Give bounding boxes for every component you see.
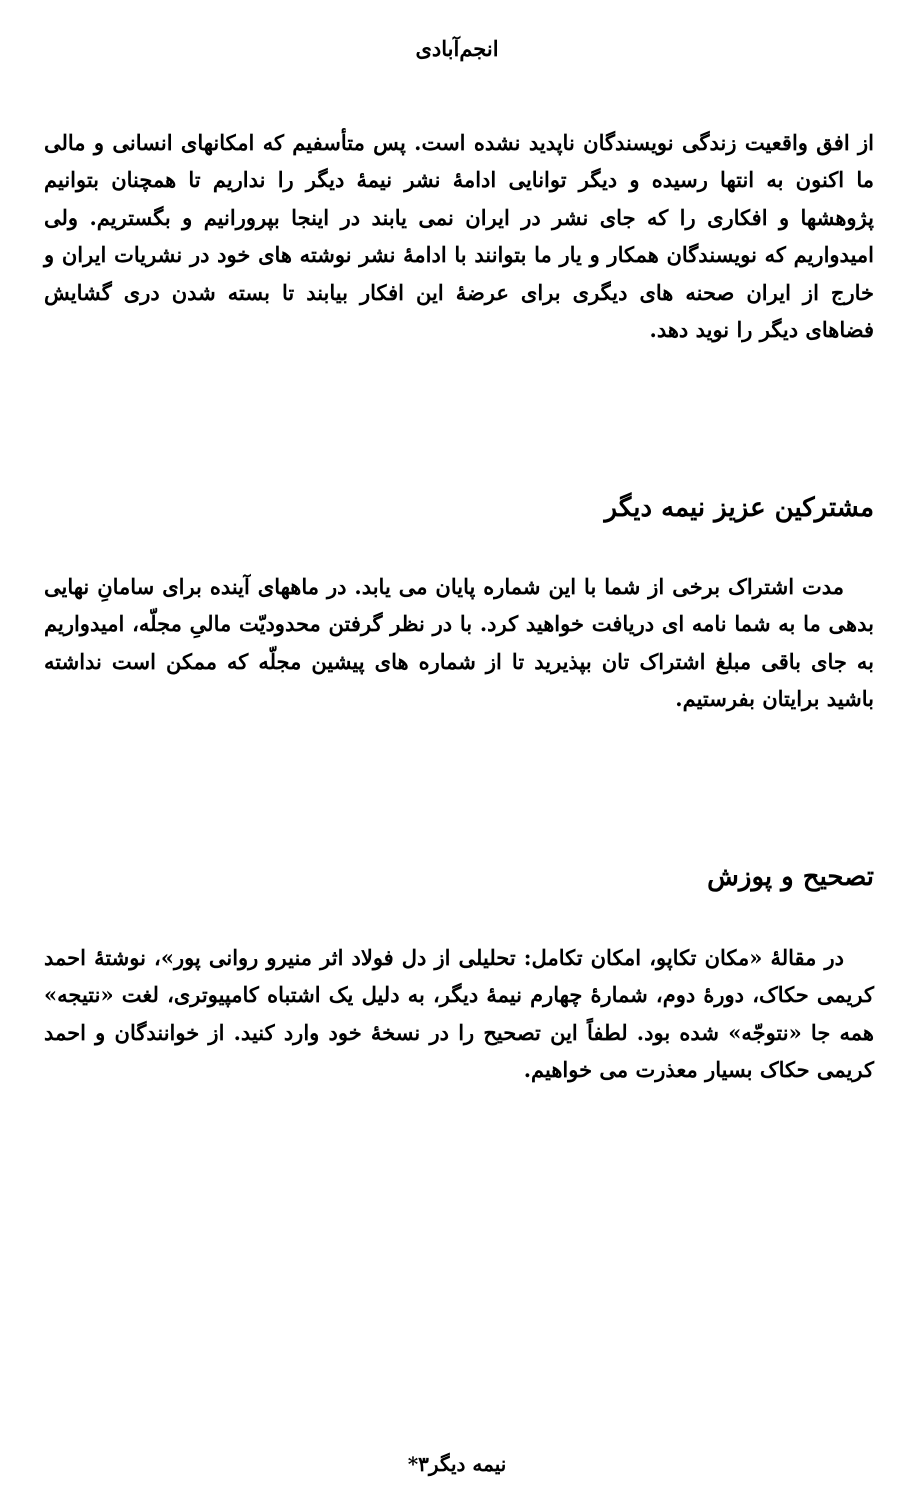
correction-section xyxy=(44,857,874,1089)
running-header: انجم‌آبادی xyxy=(415,36,499,61)
correction-paragraph: در مقالهٔ «مکان تکاپو، امکان تکامل: تحلیلی از دل فولاد اثر منیرو روانی پور»، نوشتهٔ احمد کریمی حکاک، دورهٔ دوم، شمارهٔ چهارم نیمهٔ دیگر، به دلیل یک اشتباه کامپیوتری، لغت «نتیجه» همه جا «نتوجّه» شده بود. لطفاً این تصحیح را در نسخهٔ خود وارد کنید. از خوانندگان و احمد کریمی حکاک بسیار معذرت می خواهیم. xyxy=(44,945,874,1083)
subscribers-section xyxy=(44,488,874,718)
subscribers-heading: مشترکین عزیز نیمه دیگر xyxy=(604,493,874,523)
page-footer: نیمه دیگر۳* xyxy=(407,1452,507,1476)
correction-heading: تصحیح و پوزش xyxy=(707,862,874,892)
subscribers-paragraph: مدت اشتراک برخی از شما با این شماره پایان می یابد. در ماههای آینده برای سامانِ نهایی بدهی ما به شما نامه ای دریافت خواهید کرد. با در نظر گرفتن محدودیّت مالیِ مجلّه، امیدواریم به جای باقی مبلغ اشتراک تان بپذیرید تا از شماره های پیشین مجلّه که ممکن است نداشته باشید برایتان بفرستیم. xyxy=(44,574,874,712)
closing-notice-paragraph: از افق واقعیت زندگی نویسندگان ناپدید نشده است. پس متأسفیم که امکانهای انسانی و مالی ما اکنون به انتها رسیده و دیگر توانایی ادامهٔ نشر نیمهٔ دیگر را نداریم تا همچنان بتوانیم پژوهشها و افکاری را که جای نشر در ایران نمی یابند در اینجا بپرورانیم و بگستریم. ولی امیدواریم که نویسندگان همکار و یار ما بتوانند با ادامهٔ نشر نوشته های خود در نشریات ایران و خارج از ایران صحنه های دیگری برای عرضهٔ این افکار بیابند تا بسته شدن دری گشایش فضاهای دیگر را نوید دهد. xyxy=(44,130,874,343)
closing-notice-section xyxy=(44,124,874,348)
